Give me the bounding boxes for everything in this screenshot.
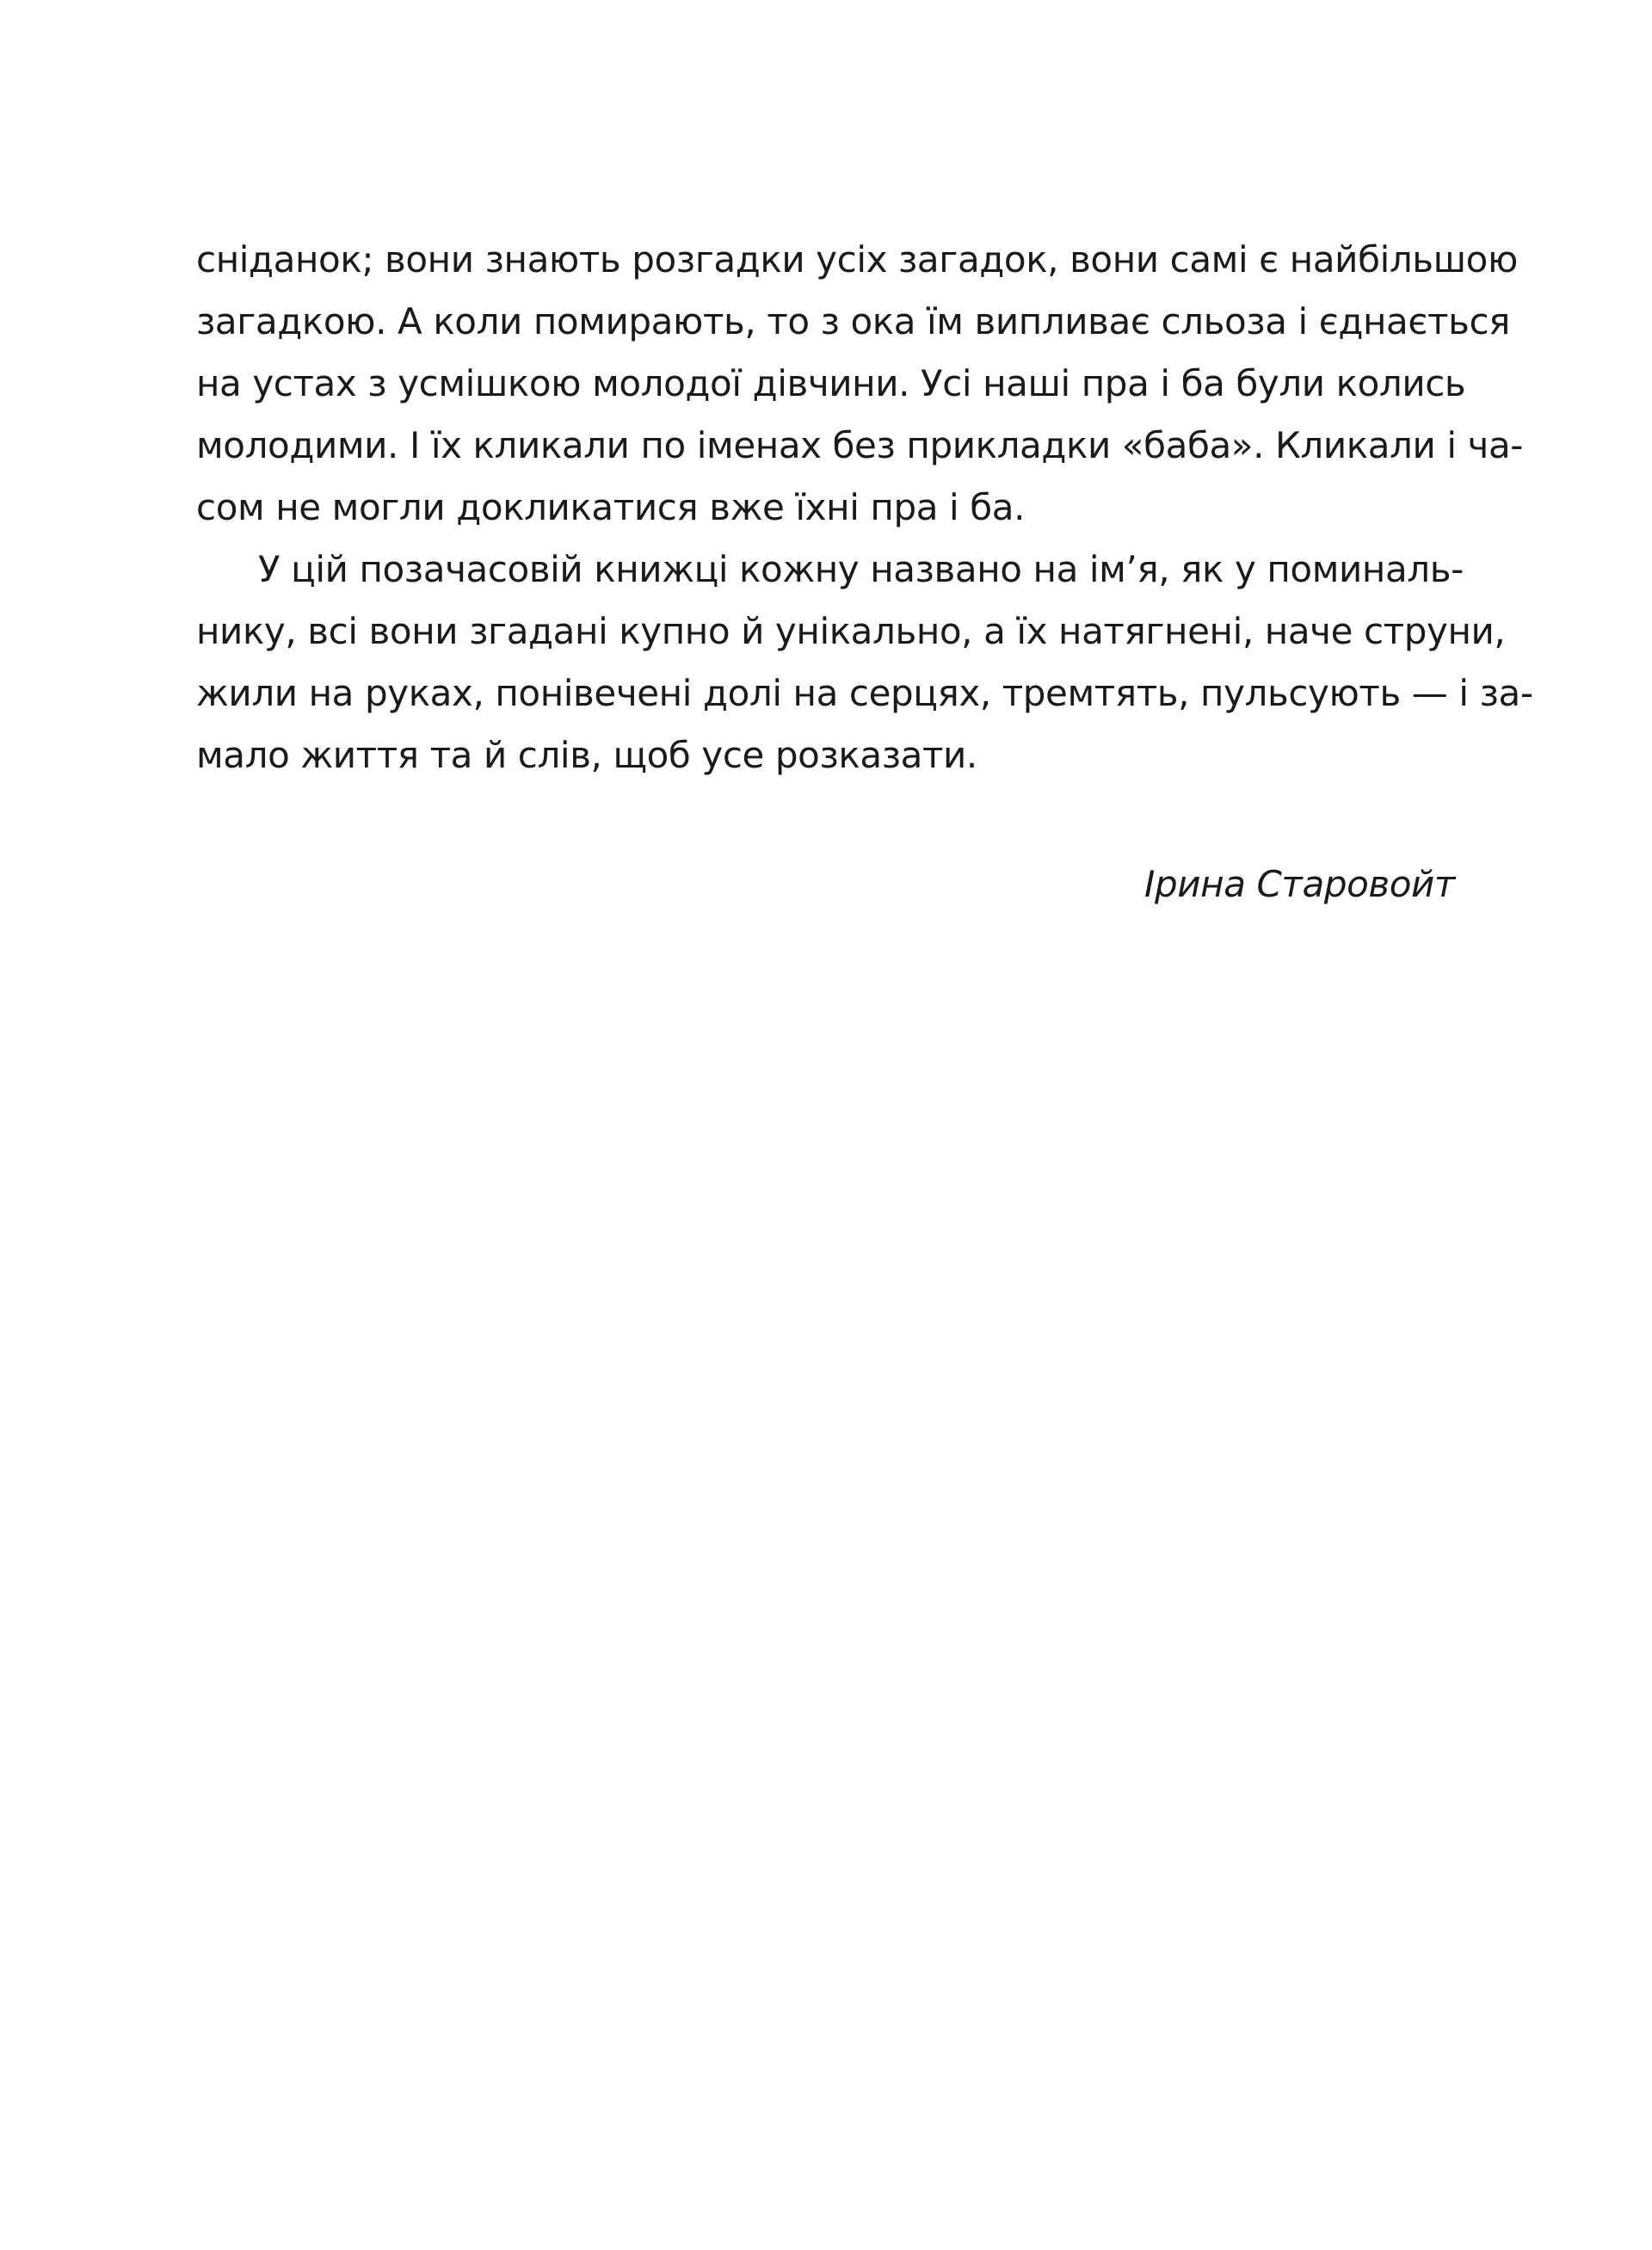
text-line: мало життя та й слів, щоб усе розказати. bbox=[196, 734, 977, 776]
text-line: сніданок; вони знають розгадки усіх загадок, вони самі є найбільшою bbox=[196, 238, 1518, 280]
text-line: нику, всі вони згадані купно й унікально, а їх натягнені, наче струни, bbox=[196, 610, 1506, 652]
author-signature: Ірина Старовойт bbox=[1144, 863, 1455, 905]
paragraph-1 bbox=[196, 229, 1524, 539]
text-line: на устах з усмішкою молодої дівчини. Усі наші пра і ба були колись bbox=[196, 362, 1466, 404]
paragraph-2 bbox=[196, 539, 1533, 786]
text-line: У цій позачасовій книжці кожну названо на ім’я, як у поминаль- bbox=[258, 548, 1464, 590]
body-text bbox=[196, 229, 1533, 786]
text-line: сом не могли докликатися вже їхні пра і ба. bbox=[196, 486, 1026, 528]
text-line: загадкою. А коли помирають, то з ока їм випливає сльоза і єднається bbox=[196, 300, 1511, 342]
text-line: молодими. І їх кликали по іменах без прикладки «баба». Кликали і ча- bbox=[196, 424, 1524, 466]
text-line: жили на руках, понівечені долі на серцях, тремтять, пульсують — і за- bbox=[196, 672, 1533, 714]
